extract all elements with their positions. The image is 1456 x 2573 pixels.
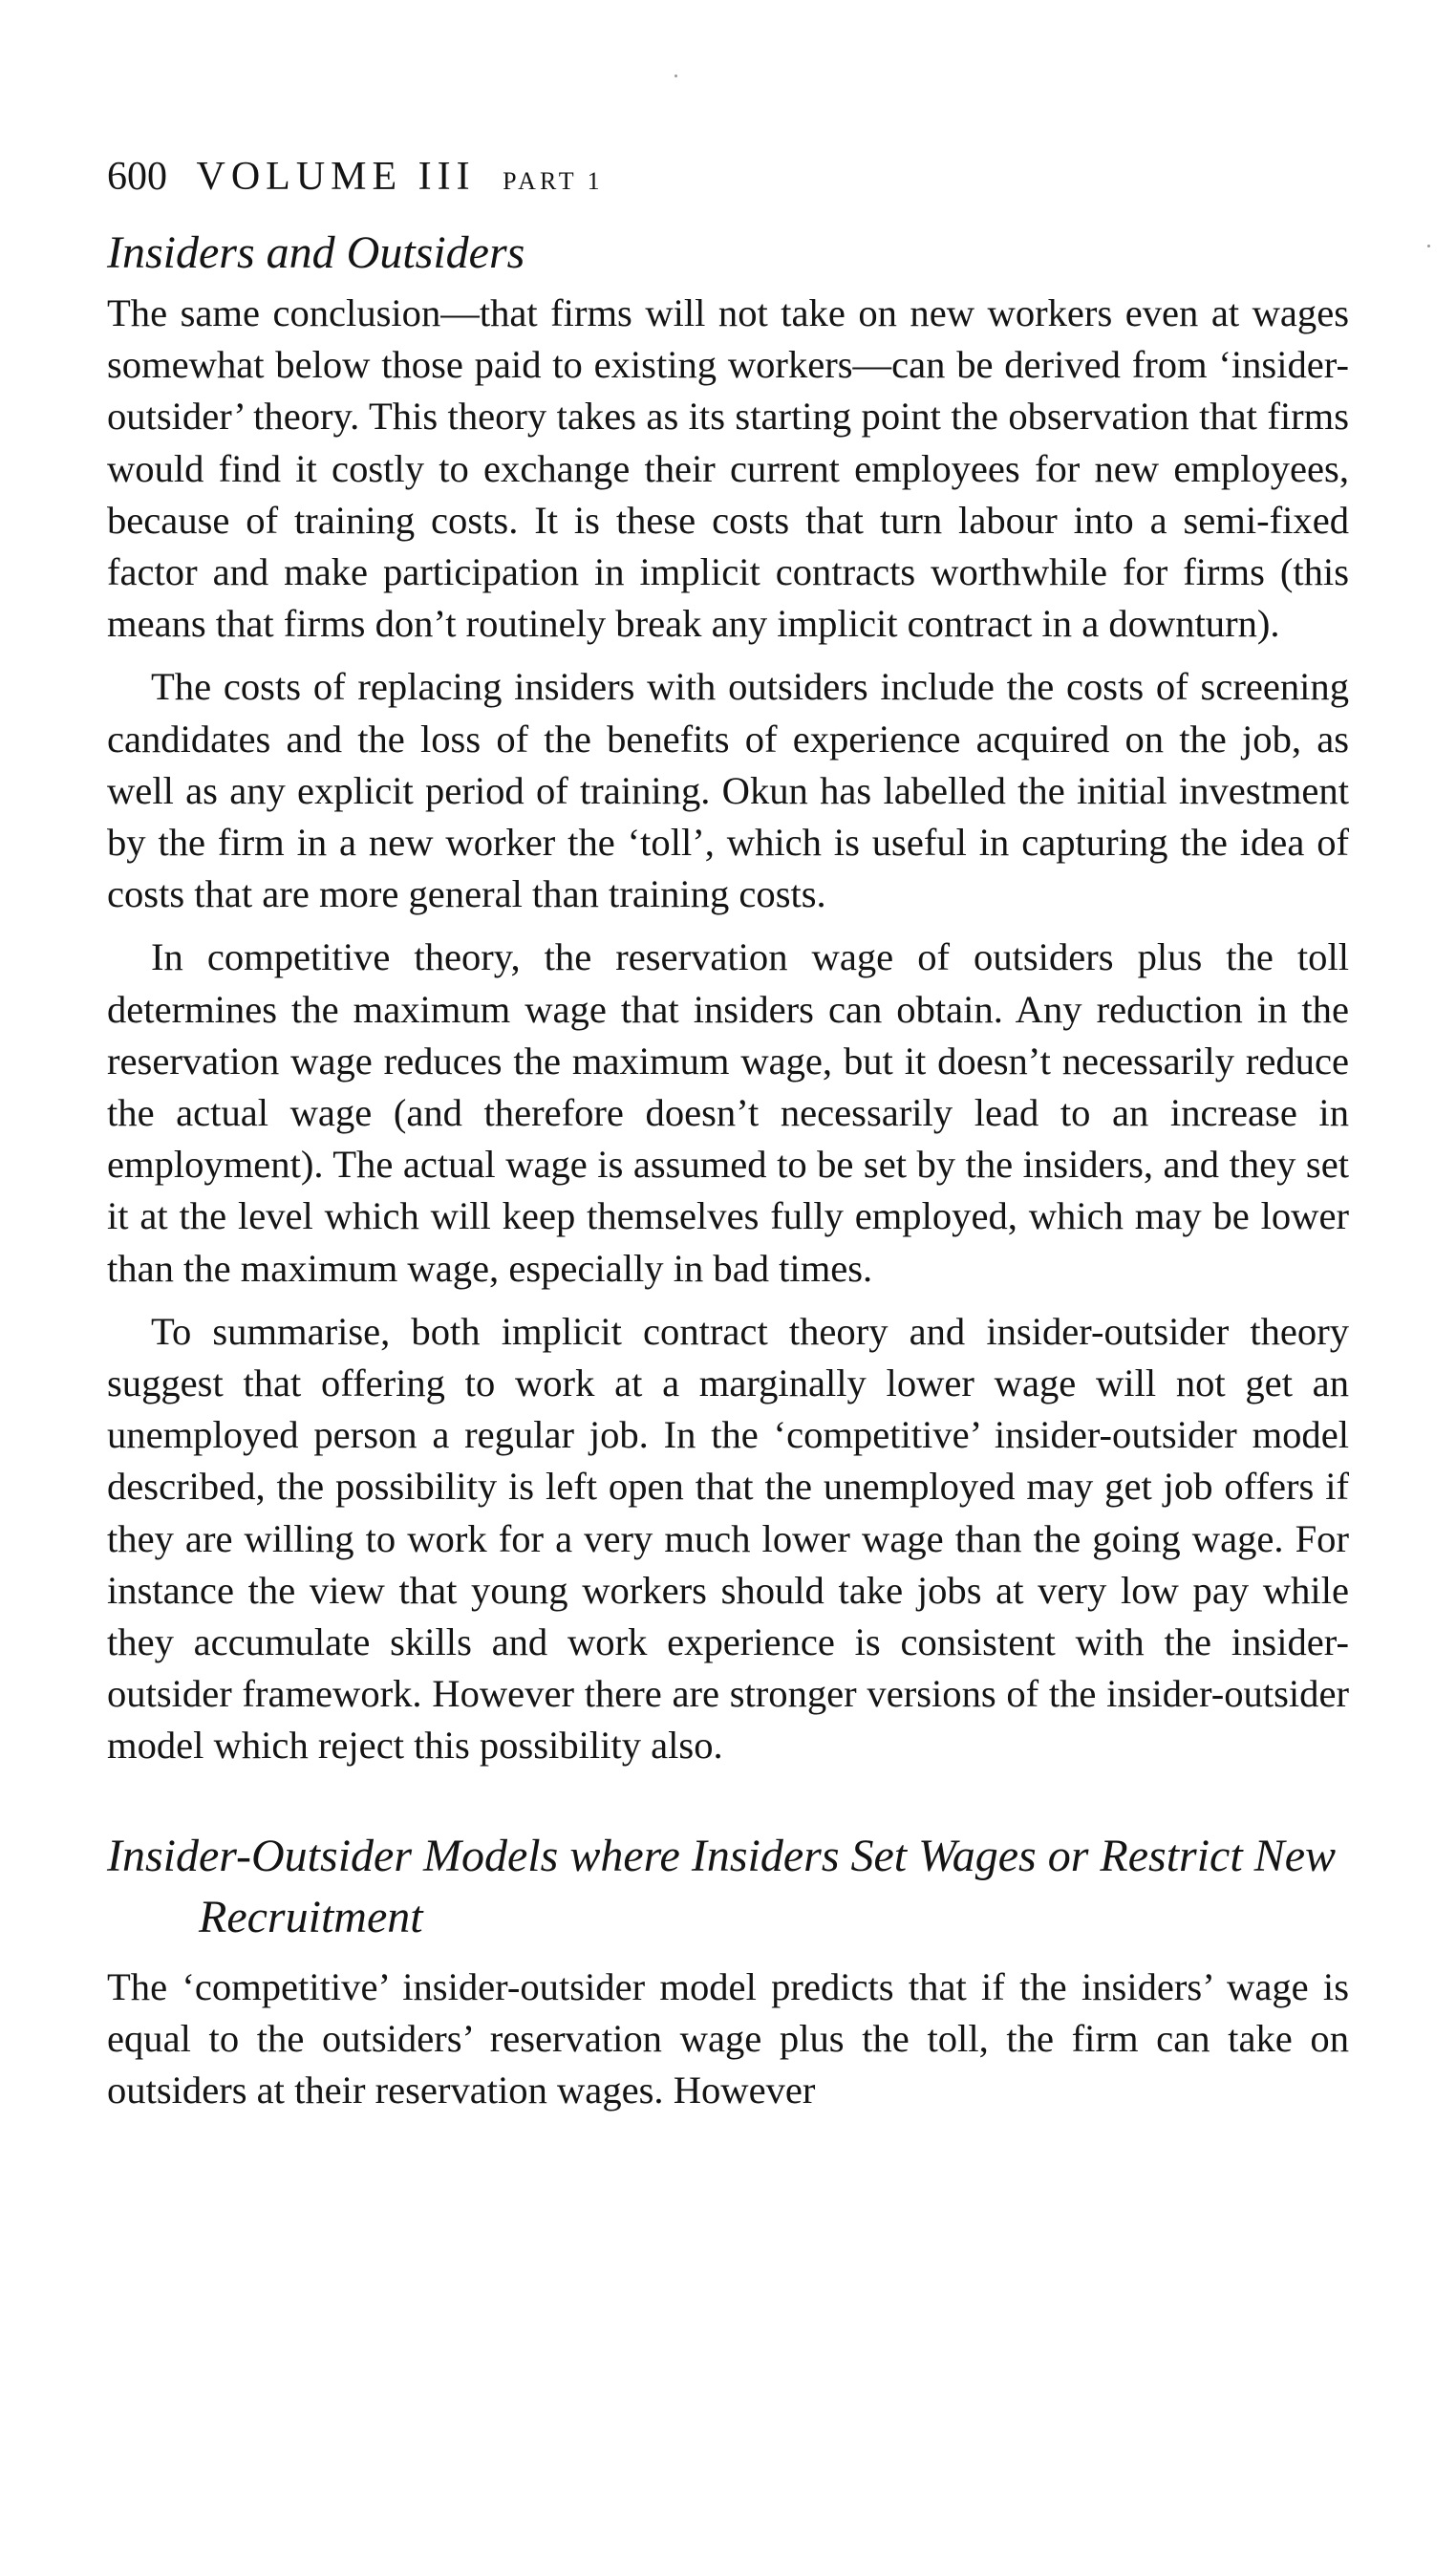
stray-mark-top xyxy=(674,75,677,77)
book-page xyxy=(107,153,1349,2116)
running-head xyxy=(107,153,1349,205)
part-label: PART 1 xyxy=(503,167,604,195)
volume-label: VOLUME III xyxy=(196,155,476,199)
section-insiders-and-outsiders xyxy=(107,226,1349,1772)
page-number: 600 xyxy=(107,155,167,199)
stray-mark-right xyxy=(1427,245,1430,247)
section-heading: Insiders and Outsiders xyxy=(107,227,525,278)
paragraph: To summarise, both implicit contract theory and insider-outsider theory suggest that offering to work at a marginally lower wage will not get an unemployed person a regular job. In the ‘competitive’ insider-outsider model described, the possibility is left open that the unemployed may get job offers if they are willing to work for a very much lower wage than the going wage. For instance the view that young workers should take jobs at very low pay while they accumulate skills and work experience is consistent with the insider-outsider framework. However there are stronger versions of the insider-outsider model which reject this possibility also. xyxy=(107,1309,1349,1768)
paragraph: The costs of replacing insiders with outsiders include the costs of screening candidates and the loss of the benefits of experience acquired on the job, as well as any explicit period of training. Okun has labelled the initial investment by the firm in a new worker the ‘toll’, which is useful in capturing the idea of costs that are more general than training costs. xyxy=(107,665,1349,916)
paragraph: The ‘competitive’ insider-outsider model predicts that if the insiders’ wage is equal to the outsiders’ reservation wage plus the toll, the firm can take on outsiders at their reservation wages. However xyxy=(107,1964,1349,2112)
paragraph: The same conclusion—that firms will not take on new workers even at wages somewhat below those paid to existing workers—can be derived from ‘insider-outsider’ theory. This theory takes as its starting point the observation that firms would find it costly to exchange their current employees for new employees, because of training costs. It is these costs that turn labour into a semi-fixed factor and make participation in implicit contracts worthwhile for firms (this means that firms don’t routinely break any implicit contract in a downturn). xyxy=(107,291,1349,646)
section-insiders-set-wages xyxy=(107,1826,1349,2117)
paragraph: In competitive theory, the reservation wage of outsiders plus the toll determines the maximum wage that insiders can obtain. Any reduction in the reservation wage reduces the maximum wage, but it doesn’t necessarily reduce the actual wage (and therefore doesn’t necessarily lead to an increase in employment). The actual wage is assumed to be set by the insiders, and they set it at the level which will keep themselves fully employed, which may be lower than the maximum wage, especially in bad times. xyxy=(107,935,1349,1290)
section-heading: Insider-Outsider Models where Insiders Set Wages or Restrict New Recruitment xyxy=(107,1830,1337,1942)
